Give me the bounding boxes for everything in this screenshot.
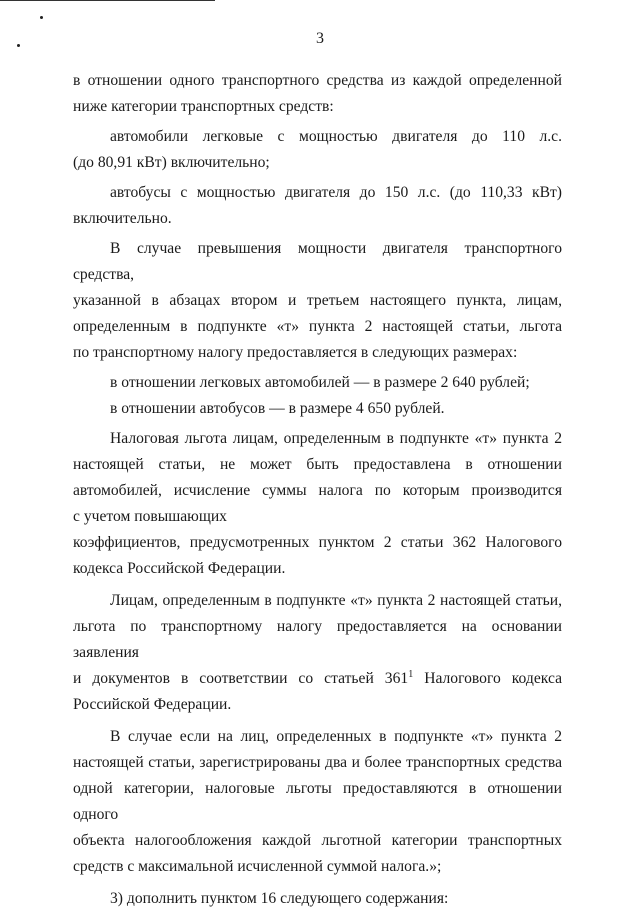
text-line: кодекса Российской Федерации. (73, 560, 286, 577)
text-line: включительно. (73, 210, 172, 227)
text-line: средств с максимальной исчисленной суммой налога.»; (73, 858, 442, 875)
text-segment: и документов в соответствии со статьей 361 (73, 670, 409, 687)
document-body (73, 68, 562, 912)
page-number: 3 (316, 30, 324, 47)
text-line: Налоговая льгота лицам, определенным в подпункте «т» пункта 2 (110, 430, 562, 447)
text-line: ниже категории транспортных средств: (73, 98, 334, 115)
text-line: по транспортному налогу предоставляется в следующих размерах: (73, 344, 518, 361)
text-line: 3) дополнить пунктом 16 следующего содержания: (110, 890, 449, 907)
text-line: Российской Федерации. (73, 696, 232, 713)
text-segment: Налогового кодекса (413, 670, 562, 687)
scan-speck (40, 16, 43, 19)
text-line: в отношении одного транспортного средства из каждой определенной (73, 72, 562, 89)
text-line: автобусы с мощностью двигателя до 150 л.с. (до 110,33 кВт) (110, 184, 562, 201)
text-line: автомобили легковые с мощностью двигателя до 110 л.с. (110, 128, 562, 145)
text-line: В случае если на лиц, определенных в подпункте «т» пункта 2 (110, 728, 562, 745)
text-line: в отношении легковых автомобилей — в размере 2 640 рублей; (110, 374, 530, 391)
scan-top-rule (0, 0, 215, 1)
text-line: настоящей статьи, не может быть предоставлена в отношении (73, 456, 562, 473)
superscript-mark: 1 (408, 669, 414, 680)
text-line: настоящей статьи, зарегистрированы два и более транспортных средства (73, 754, 562, 771)
text-line: с учетом повышающих (73, 508, 227, 525)
text-line: определенным в подпункте «т» пункта 2 настоящей статьи, льгота (73, 318, 562, 335)
text-line: (до 80,91 кВт) включительно; (73, 154, 270, 171)
text-line: В случае превышения мощности двигателя транспортного средства, (73, 240, 562, 283)
text-line: Лицам, определенным в подпункте «т» пункта 2 настоящей статьи, (110, 592, 562, 609)
text-line: объекта налогообложения каждой льготной категории транспортных (73, 832, 562, 849)
text-line (73, 666, 562, 692)
text-line: льгота по транспортному налогу предоставляется на основании заявления (73, 618, 562, 661)
text-line: в отношении автобусов — в размере 4 650 рублей. (110, 400, 445, 417)
text-line: указанной в абзацах втором и третьем настоящего пункта, лицам, (73, 292, 562, 309)
text-line: автомобилей, исчисление суммы налога по которым производится (73, 482, 562, 499)
text-line: одной категории, налоговые льготы предоставляются в отношении одного (73, 780, 562, 823)
text-line: коэффициентов, предусмотренных пунктом 2 статьи 362 Налогового (73, 534, 562, 551)
